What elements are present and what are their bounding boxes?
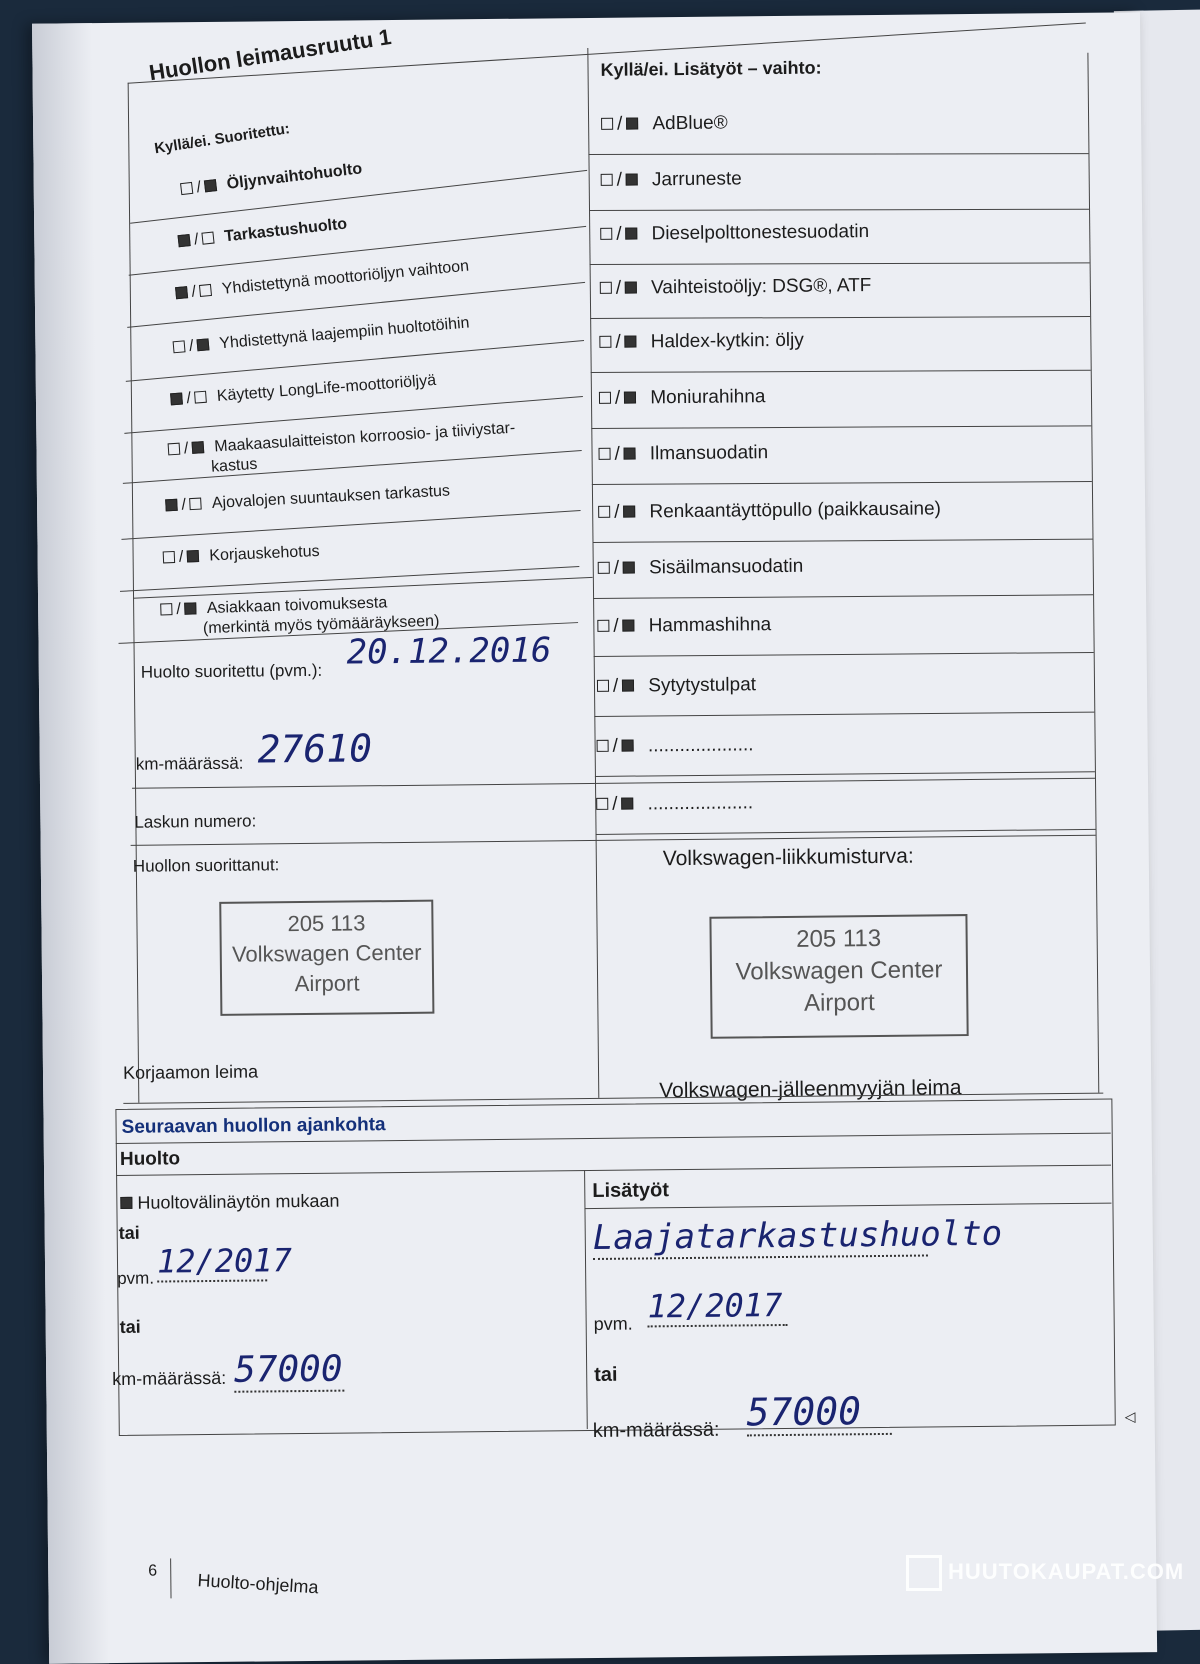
extra-item[interactable]: / .................... <box>597 734 754 758</box>
yes-checkbox[interactable] <box>601 118 613 130</box>
no-checkbox[interactable] <box>202 231 215 244</box>
no-checkbox[interactable] <box>625 281 637 293</box>
performed-item[interactable]: / Ajovalojen suuntauksen tarkastus <box>165 482 450 517</box>
next-date-label: pvm. <box>117 1268 155 1288</box>
extra-item-label: Hammashihna <box>648 614 772 637</box>
invoice-number-label: Laskun numero: <box>134 811 257 832</box>
yes-checkbox[interactable] <box>178 234 191 247</box>
mobility-label: Volkswagen-liikkumisturva: <box>662 844 914 871</box>
performed-item-label: Korjauskehotus <box>208 542 320 565</box>
extra-item-label: Vaihteistoöljy: DSG®, ATF <box>651 275 872 299</box>
extra-work-label: Lisätyöt <box>592 1179 670 1202</box>
km-value: 27610 <box>257 726 373 772</box>
extra-work-note: Laajatarkastushuolto <box>592 1213 1003 1258</box>
extra-item[interactable]: / Sisäilmansuodatin <box>598 556 804 580</box>
extra-item[interactable]: / Renkaantäyttöpullo (paikkausaine) <box>598 498 941 524</box>
yes-checkbox[interactable] <box>597 680 609 692</box>
extra-item[interactable]: / Dieselpolttonestesuodatin <box>600 221 869 246</box>
extra-km-label: km-määrässä: <box>592 1418 720 1443</box>
performed-by-label: Huollon suorittanut: <box>132 855 280 876</box>
workshop-stamp-label: Korjaamon leima <box>122 1061 259 1083</box>
extra-item-label: Haldex-kytkin: öljy <box>650 329 804 353</box>
or-label-2: tai <box>119 1316 141 1337</box>
extra-item-label: Moniurahihna <box>650 386 766 409</box>
no-checkbox[interactable] <box>626 117 638 129</box>
performed-item[interactable]: / Asiakkaan toivomuksesta (merkintä myös työmääräykseen) <box>160 592 440 641</box>
km-label: km-määrässä: <box>135 753 244 774</box>
performed-item[interactable]: / Tarkastushuolto <box>177 215 348 253</box>
extra-item[interactable]: / Sytytystulpat <box>597 674 756 698</box>
extra-item-label: Renkaantäyttöpullo (paikkausaine) <box>649 498 942 523</box>
extra-item[interactable]: / Hammashihna <box>597 614 771 638</box>
performed-item-label: Asiakkaan toivomuksesta <box>206 594 388 618</box>
performed-item-label: Maakaasulaitteiston korroosio- ja tiiviystar- <box>213 419 516 456</box>
no-checkbox[interactable] <box>622 740 634 752</box>
service-date-value: 20.12.2016 <box>346 630 552 673</box>
extra-work-header: Kyllä/ei. Lisätyöt – vaihto: <box>600 57 822 80</box>
workshop-stamp: 205 113 Volkswagen Center Airport <box>219 900 434 1016</box>
box-icon <box>906 1555 942 1591</box>
yes-checkbox[interactable] <box>596 798 608 810</box>
yes-checkbox[interactable] <box>599 448 611 460</box>
performed-item-label: Käytetty LongLife-moottoriöljyä <box>216 371 437 405</box>
extra-item[interactable]: / Vaihteistoöljy: DSG®, ATF <box>600 275 872 300</box>
interval-checkbox[interactable] <box>120 1197 132 1209</box>
no-checkbox[interactable] <box>624 447 636 459</box>
extra-item[interactable]: / Haldex-kytkin: öljy <box>599 330 804 354</box>
performed-item[interactable]: / Yhdistettynä moottoriöljyn vaihtoon <box>175 257 470 305</box>
performed-item-label-line2: kastus <box>210 455 258 476</box>
yes-checkbox[interactable] <box>600 282 612 294</box>
yes-checkbox[interactable] <box>598 506 610 518</box>
yes-checkbox[interactable] <box>599 336 611 348</box>
performed-item[interactable]: / Yhdistettynä laajempiin huoltotöihin <box>172 313 470 358</box>
performed-item-label: Yhdistettynä laajempiin huoltotöihin <box>218 314 471 353</box>
performed-item[interactable]: / Käytetty LongLife-moottoriöljyä <box>170 371 437 410</box>
dealer-stamp: 205 113 Volkswagen Center Airport <box>709 914 968 1039</box>
watermark-logo: HUUTOKAUPAT.COM <box>906 1555 1184 1591</box>
section-footer: Huolto-ohjelma <box>197 1570 320 1598</box>
yes-checkbox[interactable] <box>163 551 175 563</box>
yes-checkbox[interactable] <box>170 392 183 405</box>
yes-checkbox[interactable] <box>597 740 609 752</box>
arrow-marker-icon: ◁ <box>1124 1408 1136 1425</box>
no-checkbox[interactable] <box>626 173 638 185</box>
performed-header: Kyllä/ei. Suoritettu: <box>153 120 291 158</box>
performed-item-label: Tarkastushuolto <box>223 215 348 246</box>
yes-checkbox[interactable] <box>160 603 172 615</box>
yes-checkbox[interactable] <box>165 499 178 512</box>
extra-km-value: 57000 <box>746 1389 891 1437</box>
no-checkbox[interactable] <box>625 335 637 347</box>
performed-item[interactable]: / Öljynvaihtohuolto <box>180 159 364 200</box>
yes-checkbox[interactable] <box>597 620 609 632</box>
extra-item-label: Ilmansuodatin <box>649 442 769 465</box>
yes-checkbox[interactable] <box>601 174 613 186</box>
yes-checkbox[interactable] <box>173 340 186 353</box>
interval-display-option[interactable]: Huoltovälinäytön mukaan <box>120 1191 339 1214</box>
yes-checkbox[interactable] <box>175 286 188 299</box>
extra-date-value: 12/2017 <box>647 1286 787 1327</box>
no-checkbox[interactable] <box>199 284 212 297</box>
performed-item-label: Öljynvaihtohuolto <box>225 160 363 193</box>
next-service-title: Seuraavan huollon ajankohta <box>121 1114 386 1138</box>
extra-item[interactable]: / .................... <box>596 792 753 816</box>
no-checkbox[interactable] <box>624 391 636 403</box>
next-km-value: 57000 <box>233 1348 343 1391</box>
extra-item[interactable]: / AdBlue® <box>601 113 728 136</box>
extra-item-label: Jarruneste <box>651 168 742 191</box>
extra-item[interactable]: / Jarruneste <box>601 168 742 191</box>
form-title: Huollon leimausruutu 1 <box>147 24 393 86</box>
or-label-3: tai <box>594 1363 618 1386</box>
no-checkbox[interactable] <box>185 602 197 614</box>
no-checkbox[interactable] <box>623 562 635 574</box>
extra-item[interactable]: / Ilmansuodatin <box>598 442 768 466</box>
service-booklet-page <box>32 12 1157 1664</box>
yes-checkbox[interactable] <box>600 228 612 240</box>
yes-checkbox[interactable] <box>168 442 181 455</box>
extra-item-label: .................... <box>647 734 754 757</box>
performed-item-label: Ajovalojen suuntauksen tarkastus <box>211 482 451 512</box>
no-checkbox[interactable] <box>625 227 637 239</box>
no-checkbox[interactable] <box>204 179 217 192</box>
performed-item[interactable]: / Korjauskehotus <box>163 542 320 569</box>
no-checkbox[interactable] <box>621 798 633 810</box>
extra-item-label: Sytytystulpat <box>648 674 757 697</box>
extra-date-label: pvm. <box>593 1313 633 1334</box>
no-checkbox[interactable] <box>190 497 203 510</box>
extra-item-label: Sisäilmansuodatin <box>648 555 804 579</box>
next-date-value: 12/2017 <box>156 1241 293 1281</box>
no-checkbox[interactable] <box>622 680 634 692</box>
extra-item[interactable]: / Moniurahihna <box>599 386 766 410</box>
no-checkbox[interactable] <box>623 505 635 517</box>
performed-item-label-line2: (merkintä myös työmääräykseen) <box>202 612 440 638</box>
service-label: Huolto <box>119 1148 181 1170</box>
yes-checkbox[interactable] <box>598 562 610 574</box>
no-checkbox[interactable] <box>194 390 207 403</box>
no-checkbox[interactable] <box>197 338 210 351</box>
yes-checkbox[interactable] <box>599 392 611 404</box>
yes-checkbox[interactable] <box>180 182 193 195</box>
next-km-label: km-määrässä: <box>112 1367 227 1390</box>
page-number: 6 <box>148 1562 158 1580</box>
service-date-label: Huolto suoritettu (pvm.): <box>140 660 323 682</box>
or-label-1: tai <box>118 1222 140 1243</box>
extra-item-label: Dieselpolttonestesuodatin <box>651 221 870 245</box>
extra-item-label: AdBlue® <box>652 112 728 135</box>
dealer-stamp-label: Volkswagen-jälleenmyyjän leima <box>659 1076 962 1103</box>
no-checkbox[interactable] <box>623 620 635 632</box>
performed-item-label: Yhdistettynä moottoriöljyn vaihtoon <box>221 257 470 298</box>
extra-item-label: .................... <box>647 792 754 815</box>
no-checkbox[interactable] <box>192 441 205 454</box>
performed-item[interactable]: / Maakaasulaitteiston korroosio- ja tiiviystar- kastus <box>167 419 517 481</box>
no-checkbox[interactable] <box>187 550 199 562</box>
